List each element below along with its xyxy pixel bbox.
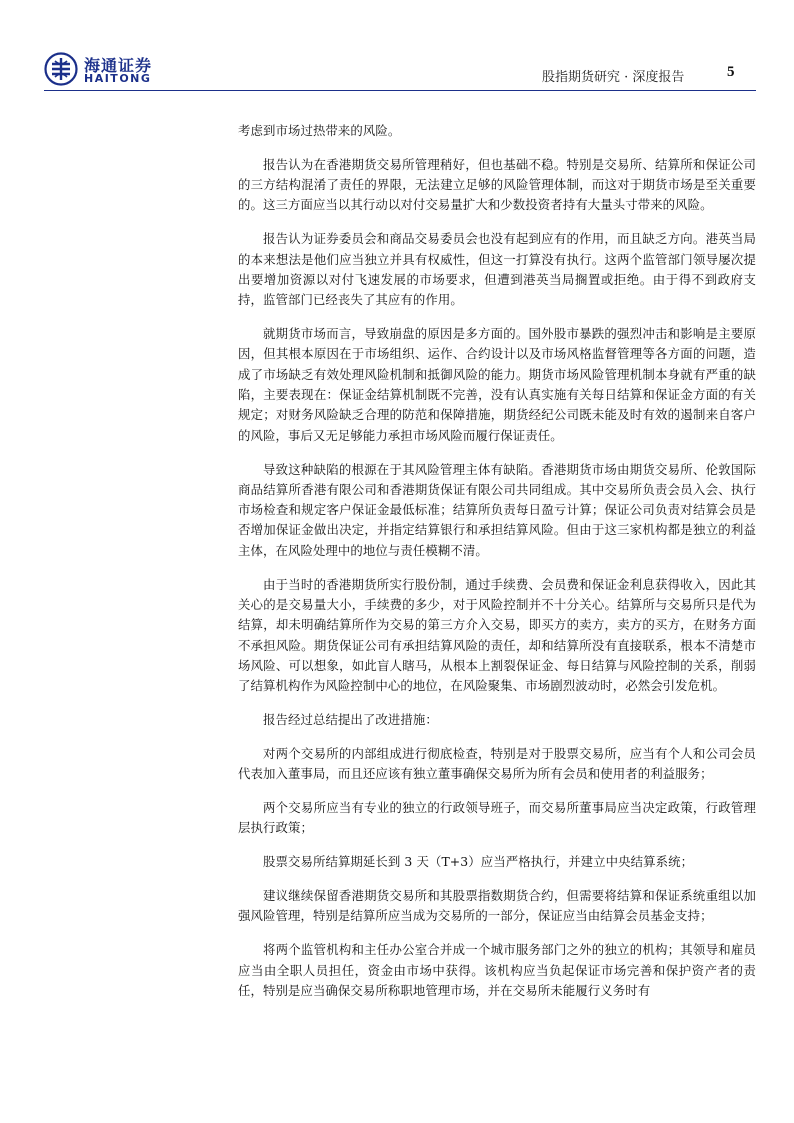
paragraph: 导致这种缺陷的根源在于其风险管理主体有缺陷。香港期货市场由期货交易所、伦敦国际商品结算所香港有限公司和香港期货保证有限公司共同组成。其中交易所负责会员入会、执行市场检查和规定客户保证金最低标准；结算所负责每日盈亏计算；保证公司负责对结算会员是否增加保证金做出决定，并指定结算银行和承担结算风险。但由于这三家机构都是独立的利益主体，在风险处理中的地位与责任模糊不清。 (238, 461, 756, 558)
paragraph: 就期货市场而言，导致崩盘的原因是多方面的。国外股市暴跌的强烈冲击和影响是主要原因，但其根本原因在于市场组织、运作、合约设计以及市场风格监督管理等各方面的问题，造成了市场缺乏有效处理风险机制和抵御风险的能力。期货市场风险管理机制本身就有严重的缺陷，主要表现在：保证金结算机制既不完善，没有认真实施有关每日结算和保证金方面的有关规定；对财务风险缺乏合理的防范和保障措施，期货经纪公司既未能及时有效的遏制来自客户的风险，事后又无足够能力承担市场风险而履行保证责任。 (238, 326, 756, 443)
paragraph: 报告认为在香港期货交易所管理稍好，但也基础不稳。特别是交易所、结算所和保证公司的三方结构混淆了责任的界限，无法建立足够的风险管理体制，而这对于期货市场是至关重要的。这三方面应当以其行动以对付交易量扩大和少数投资者持有大量头寸带来的风险。 (238, 156, 756, 213)
report-body (238, 121, 756, 1015)
report-title: 股指期货研究 · 深度报告 (542, 70, 685, 85)
logo-chinese-name: 海通证券 (84, 56, 153, 75)
haitong-logo (44, 52, 184, 92)
paragraph: 考虑到市场过热带来的风险。 (238, 123, 401, 138)
paragraph: 两个交易所应当有专业的独立的行政领导班子，而交易所董事局应当决定政策，行政管理层执行政策； (238, 800, 756, 836)
page-header (0, 0, 794, 100)
paragraph: 报告认为证券委员会和商品交易委员会也没有起到应有的作用，而且缺乏方向。港英当局的本来想法是他们应当独立并具有权威性，但这一打算没有执行。这两个监管部门领导屡次提出要增加资源以对付飞速发展的市场要求，但遭到港英当局搁置或拒绝。由于得不到政府支持，监管部门已经丧失了其应有的作用。 (238, 231, 756, 308)
haitong-logo-icon (44, 52, 78, 86)
header-divider (44, 90, 756, 91)
paragraph: 对两个交易所的内部组成进行彻底检查，特别是对于股票交易所，应当有个人和公司会员代表加入董事局，而且还应该有独立董事确保交易所为所有会员和使用者的利益服务； (238, 745, 756, 782)
paragraph: 由于当时的香港期货所实行股份制，通过手续费、会员费和保证金利息获得收入，因此其关心的是交易量大小，手续费的多少，对于风险控制并不十分关心。结算所与交易所只是代为结算，却未明确结算所作为交易的第三方介入交易，即买方的卖方，卖方的买方，在财务方面不承担风险。期货保证公司有承担结算风险的责任，却和结算所没有直接联系，根本不清楚市场风险、可以想象，如此盲人瞎马，从根本上割裂保证金、每日结算与风险控制的关系，削弱了结算机构作为风险控制中心的地位，在风险聚集、市场剧烈波动时，必然会引发危机。 (238, 576, 756, 694)
paragraph: 将两个监管机构和主任办公室合并成一个城市服务部门之外的独立的机构；其领导和雇员应当由全职人员担任，资金由市场中获得。该机构应当负起保证市场完善和保护资产者的责任，特别是应当确保交易所称职地管理市场，并在交易所未能履行义务时有 (238, 942, 756, 998)
logo-english-name: HAITONG (84, 72, 152, 85)
paragraph: 股票交易所结算期延长到 3 天（T+3）应当严格执行，并建立中央结算系统； (263, 854, 694, 870)
paragraph: 报告经过总结提出了改进措施： (263, 711, 438, 727)
paragraph: 建议继续保留香港期货交易所和其股票指数期货合约，但需要将结算和保证系统重组以加强风险管理，特别是结算所应当成为交易所的一部分，保证应当由结算会员基金支持； (238, 888, 756, 924)
page-number: 5 (727, 64, 735, 80)
